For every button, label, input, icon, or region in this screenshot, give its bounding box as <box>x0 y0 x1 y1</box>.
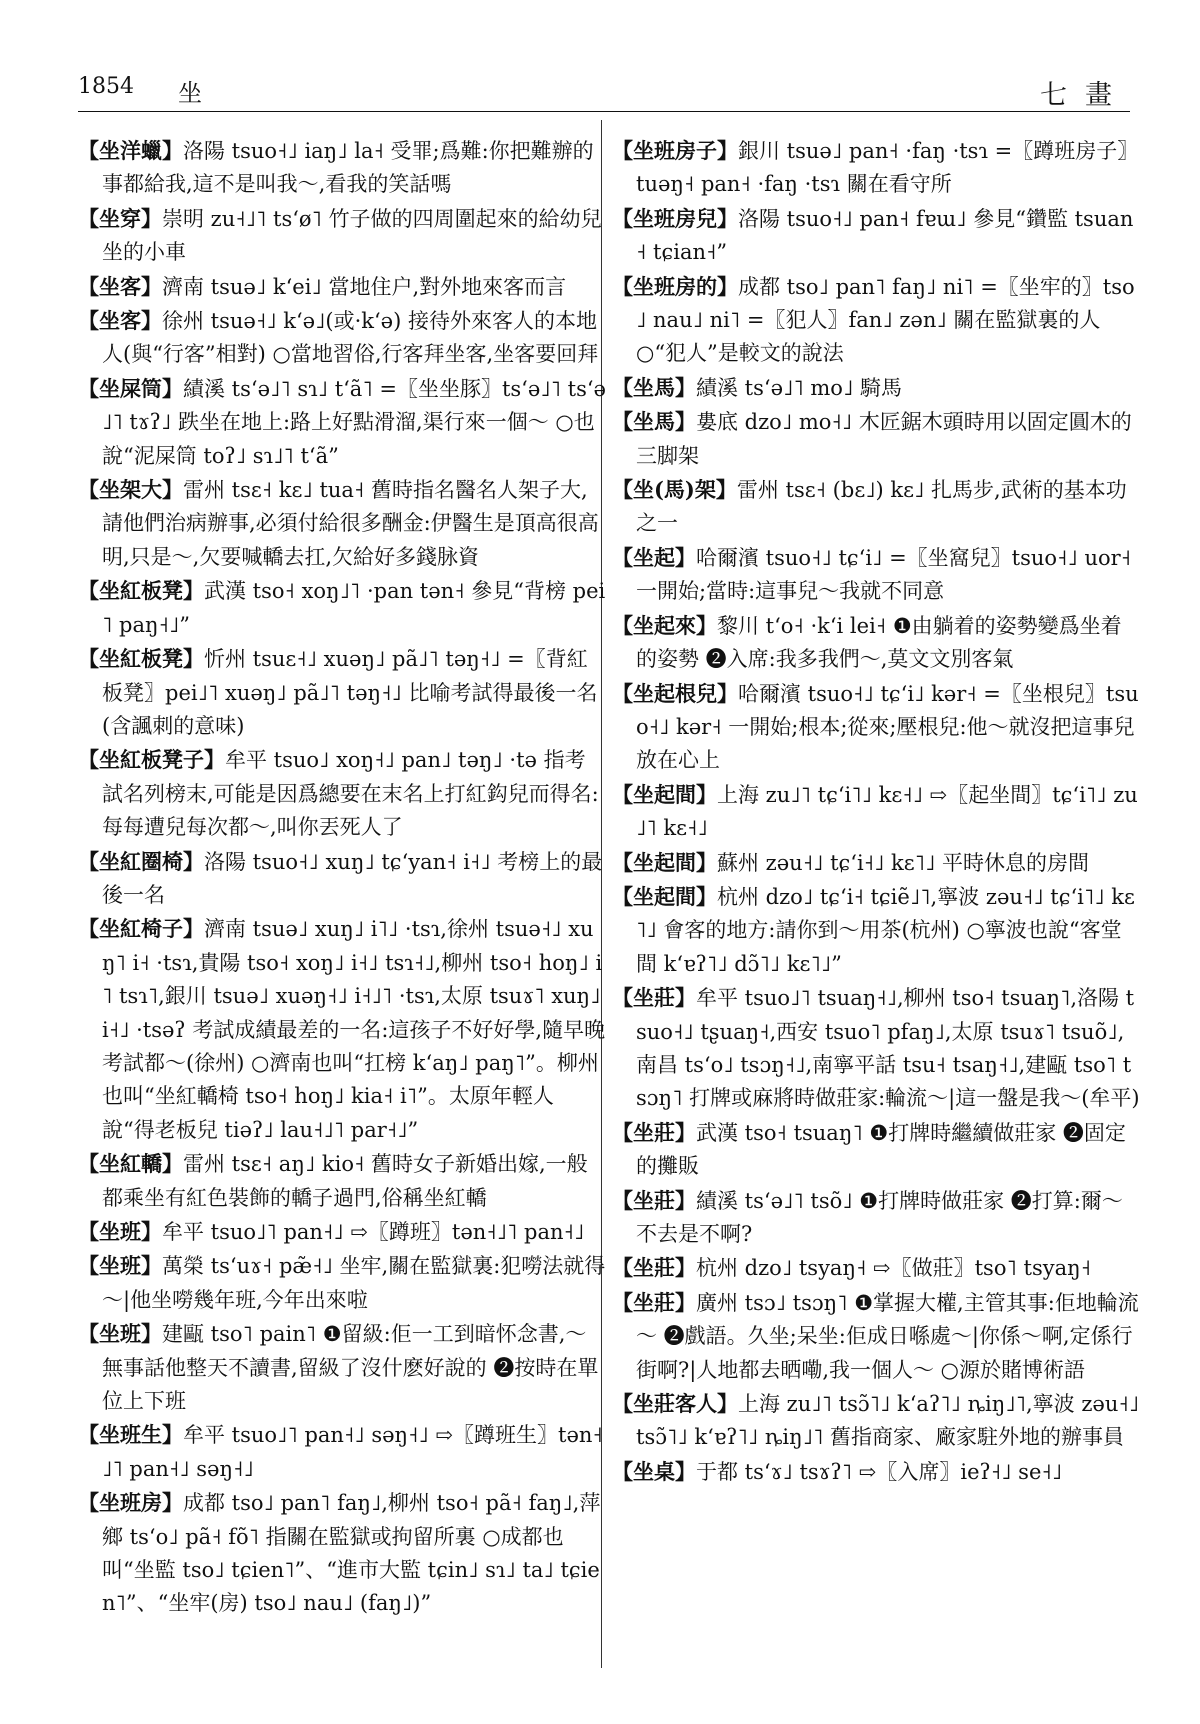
entry-headword: 【坐班】 <box>78 1219 162 1244</box>
dictionary-entry <box>612 202 1140 270</box>
entry-definition: 雷州 tsɛ˧ kɛ˩ tua˧ 舊時指名醫名人架子大,請他們治病辦事,必須付給很多酬金:伊醫生是頂高很高明,只是～,欠要喊轎去扛,欠給好多錢脉資 <box>102 478 599 569</box>
entry-definition: 建甌 tso˥ pain˥ ❶留級:佢一工到暗怀念書,～無事話他整天不讀書,留級了沒什麽好說的 ❷按時在單位上下班 <box>102 1322 599 1414</box>
entry-definition: 成都 tso˩ pan˥ faŋ˩,柳州 tso˧ pã˧ faŋ˩,萍鄉 tsʻo˩ pã˧ fõ˥ 指關在監獄或拘留所裏 ○成都也叫“坐監 tso˩ tɕien˥”、“進市大監 tɕin˩ sɿ˩ ta˩ tɕien˥”、“坐牢(房) tso˩ nau˩ (faŋ˩)” <box>102 1491 601 1616</box>
entry-headword: 【坐馬】 <box>612 374 696 400</box>
dictionary-entry <box>612 134 1140 202</box>
entry-definition: 雷州 tsɛ˧ (bɛ˩) kɛ˩ 扎馬步,武術的基本功之一 <box>636 478 1127 536</box>
entry-headword: 【坐架大】 <box>78 477 183 503</box>
section-character: 坐 <box>178 79 202 107</box>
dictionary-entry <box>612 1116 1140 1184</box>
entry-headword: 【坐洋蠟】 <box>78 138 183 163</box>
entry-definition: 于都 tsʻɤ˩ tsɤʔ˥ ⇨〖入席〗ieʔ˧˩ se˧˩ <box>696 1459 1063 1484</box>
entry-headword: 【坐客】 <box>78 273 162 299</box>
entry-definition: 牟平 tsuo˩˥ pan˧˩ ⇨〖蹲班〗tən˧˩˥ pan˧˩ <box>162 1220 585 1244</box>
dictionary-entry <box>612 1286 1140 1387</box>
entry-headword: 【坐莊】 <box>612 1255 696 1281</box>
entry-headword: 【坐起根兒】 <box>612 680 738 706</box>
entry-headword: 【坐班房的】 <box>612 273 738 299</box>
entry-definition: 蘇州 zəu˧˩ tɕʻi˧˩ kɛ˥˩ 平時休息的房間 <box>717 850 1090 875</box>
entry-headword: 【坐起來】 <box>612 612 717 638</box>
dictionary-entry <box>612 1455 1140 1489</box>
dictionary-entry <box>78 642 606 743</box>
right-column <box>612 134 1140 1489</box>
entry-definition: 牟平 tsuo˩˥ pan˧˩ səŋ˧˩ ⇨〖蹲班生〗tən˧˩˥ pan˧˩ səŋ˧˩ <box>102 1423 603 1481</box>
entry-definition: 牟平 tsuo˩ xoŋ˧˩ pan˩ təŋ˩ ·tə 指考試名列榜末,可能是因爲總要在末名上打紅鈎兒而得名:每每遭兒每次都～,叫你丟死人了 <box>102 748 599 840</box>
dictionary-entry <box>612 846 1140 880</box>
entry-definition: 徐州 tsuə˧˩ kʻə˩(或·kʻə) 接待外來客人的本地人(與“行客”相對) ○當地習俗,行客拜坐客,坐客要回拜 <box>102 309 599 367</box>
entry-headword: 【坐班房子】 <box>612 138 738 163</box>
entry-headword: 【坐莊】 <box>612 1187 696 1213</box>
entry-headword: 【坐客】 <box>78 308 162 334</box>
dictionary-entry <box>612 270 1140 371</box>
entry-definition: 洛陽 tsuo˧˩ iaŋ˩ la˧ 受罪;爲難:你把難辦的事都給我,這不是叫我～,看我的笑話嗎 <box>102 139 594 197</box>
entry-definition: 洛陽 tsuo˧˩ pan˧ fɐɯ˩ 參見“鑽監 tsuan˧ tɕian˧” <box>636 206 1134 265</box>
entry-definition: 武漢 tso˧ tsuaŋ˥ ❶打牌時繼續做莊家 ❷固定的攤販 <box>636 1120 1126 1179</box>
dictionary-entry <box>612 677 1140 778</box>
dictionary-entry <box>612 1387 1140 1455</box>
entry-definition: 績溪 tsʻə˩˥ sɿ˩ tʻã˥ =〖坐坐豚〗tsʻə˩˥ tsʻə˩˥ tɤʔ˩ 跌坐在地上:路上好點滑溜,渠行來一個～ ○也說“泥屎筒 toʔ˩ sɿ˩˥ tʻã” <box>102 376 606 468</box>
dictionary-entry <box>78 372 606 473</box>
dictionary-entry <box>78 912 606 1147</box>
dictionary-entry <box>78 1147 606 1215</box>
dictionary-entry <box>612 778 1140 846</box>
entry-headword: 【坐起間】 <box>612 849 717 875</box>
dictionary-entry <box>612 541 1140 609</box>
entry-definition: 上海 zu˩˥ tsɔ̃˥˩ kʻaʔ˥˩ ȵiŋ˩˥,寧波 zəu˧˩ tsɔ̃˥˩ kʻɐʔ˥˩ ȵiŋ˩˥ 舊指商家、廠家駐外地的辦事員 <box>636 1392 1140 1450</box>
entry-definition: 銀川 tsuə˩ pan˧ ·faŋ ·tsɿ =〖蹲班房子〗tuəŋ˧ pan˧ ·faŋ ·tsɿ 關在看守所 <box>636 139 1139 197</box>
entry-definition: 濟南 tsuə˩ kʻei˩ 當地住户,對外地來客而言 <box>162 274 567 299</box>
page-header <box>78 74 1130 114</box>
entry-headword: 【坐班房】 <box>78 1490 183 1516</box>
entry-definition: 黎川 tʻo˧ ·kʻi lei˧ ❶由躺着的姿勢變爲坐着的姿勢 ❷入席:我多我們～,莫文文別客氣 <box>636 613 1122 672</box>
entry-definition: 萬榮 tsʻuɤ˧ pæ̃˧˩ 坐牢,關在監獄裏:犯嘮法就得～|他坐嘮幾年班,今年出來啦 <box>102 1254 606 1312</box>
entry-definition: 哈爾濱 tsuo˧˩ tɕʻi˩ kər˧ =〖坐根兒〗tsuo˧˩ kər˧ 一開始;根本;從來;壓根兒:他～就沒把這事兒放在心上 <box>636 681 1139 773</box>
dictionary-entry <box>612 981 1140 1116</box>
entry-definition: 崇明 zu˧˩˥ tsʻø˥ 竹子做的四周圍起來的給幼兒坐的小車 <box>102 206 602 265</box>
page-number: 1854 <box>78 74 134 99</box>
entry-headword: 【坐馬】 <box>612 409 696 435</box>
dictionary-entry <box>78 1249 606 1317</box>
entry-headword: 【坐紅椅子】 <box>78 916 204 942</box>
dictionary-entry <box>78 1215 606 1249</box>
dictionary-entry <box>612 1184 1140 1252</box>
entry-headword: 【坐莊】 <box>612 985 696 1011</box>
entry-headword: 【坐(馬)架】 <box>612 477 737 503</box>
entry-definition: 上海 zu˩˥ tɕʻi˥˩ kɛ˧˩ ⇨〖起坐間〗tɕʻi˥˩ zu˩˥ kɛ˧˩ <box>636 782 1138 841</box>
dictionary-entry <box>612 609 1140 677</box>
entry-definition: 績溪 tsʻə˩˥ tsõ˩ ❶打牌時做莊家 ❷打算:爾～不去是不啊? <box>636 1188 1123 1246</box>
dictionary-entry <box>78 574 606 642</box>
entry-headword: 【坐班】 <box>78 1321 162 1347</box>
entry-headword: 【坐莊客人】 <box>612 1391 738 1417</box>
entry-headword: 【坐紅圈椅】 <box>78 848 204 874</box>
entry-definition: 杭州 dzo˩ tɕʻi˧ tɕiẽ˩˥,寧波 zəu˧˩ tɕʻi˥˩ kɛ˥˩ 會客的地方:請你到～用茶(杭州) ○寧波也說“客堂間 kʻɐʔ˥˩ dɔ̃˥˩ kɛ˥˩” <box>636 884 1135 976</box>
entry-headword: 【坐穿】 <box>78 205 162 231</box>
entry-headword: 【坐莊】 <box>612 1119 696 1145</box>
entry-definition: 哈爾濱 tsuo˧˩ tɕʻi˩ =〖坐窩兒〗tsuo˧˩ uor˧ 一開始;當時:這事兒～我就不同意 <box>636 545 1132 604</box>
dictionary-entry <box>78 1486 606 1621</box>
dictionary-entry <box>612 1251 1140 1285</box>
dictionary-entry <box>78 743 606 844</box>
entry-headword: 【坐起間】 <box>612 781 717 807</box>
entry-definition: 牟平 tsuo˩˥ tsuaŋ˧˩,柳州 tso˧ tsuaŋ˥,洛陽 tsuo˧˩ tʂuaŋ˧,西安 tsuo˥ pfaŋ˩,太原 tsuɤ˥ tsuõ˩,南昌 tsʻo˩ tsɔŋ˧˩,南寧平話 tsu˧ tsaŋ˧˩,建甌 tso˥ tsɔŋ˥ 打牌或麻將時做莊家:輪流～|這一盤是我～(牟平) <box>636 986 1140 1111</box>
dictionary-entry <box>612 371 1140 405</box>
dictionary-entry <box>78 473 606 574</box>
entry-headword: 【坐桌】 <box>612 1458 696 1484</box>
entry-definition: 武漢 tso˧ xoŋ˩˥ ·pan tən˧ 參見“背榜 pei˥ paŋ˧˩” <box>102 579 606 637</box>
entry-definition: 雷州 tsɛ˧ aŋ˩ kio˧ 舊時女子新婚出嫁,一般都乘坐有紅色裝飾的轎子過門,俗稱坐紅轎 <box>102 1152 588 1210</box>
entry-headword: 【坐起】 <box>612 544 696 570</box>
entry-headword: 【坐班房兒】 <box>612 205 738 231</box>
dictionary-entry <box>78 202 606 270</box>
dictionary-entry <box>78 845 606 913</box>
dictionary-entry <box>78 1418 606 1486</box>
entry-headword: 【坐屎筒】 <box>78 375 183 401</box>
dictionary-entry <box>78 134 606 202</box>
entry-definition: 忻州 tsuɛ˧˩ xuəŋ˩ pã˩˥ təŋ˧˩ =〖背紅板凳〗pei˩˥ xuəŋ˩ pã˩˥ təŋ˧˩ 比喻考試得最後一名(含諷刺的意味) <box>102 647 598 738</box>
dictionary-entry <box>612 473 1140 541</box>
entry-headword: 【坐起間】 <box>612 883 717 909</box>
entry-headword: 【坐紅板凳子】 <box>78 747 225 773</box>
entry-headword: 【坐紅板凳】 <box>78 646 204 672</box>
entry-headword: 【坐紅板凳】 <box>78 578 204 604</box>
entry-definition: 濟南 tsuə˩ xuŋ˩ i˥˩ ·tsɿ,徐州 tsuə˧˩ xuŋ˥ i˧ ·tsɿ,貴陽 tso˧ xoŋ˩ i˧˩ tsɿ˧˩,柳州 tso˧ hoŋ˩ i˥ tsɿ˥,銀川 tsuə˩ xuəŋ˧˩ i˧˩˥ ·tsɿ,太原 tsuɤ˥ xuŋ˩ i˧˩ ·tsəʔ 考試成績最差的一名:這孩子不好好學,隨早晚考試都～(徐州) ○濟南也叫“扛榜 kʻaŋ˩ paŋ˥”。柳州也叫“坐紅轎椅 tso˧ hoŋ˩ kia˧ i˥”。太原年輕人說“得老板兒 tiəʔ˩ lau˧˩˥ par˧˩” <box>102 917 606 1142</box>
entry-definition: 洛陽 tsuo˧˩ xuŋ˩ tɕʻyan˧ i˧˩ 考榜上的最後一名 <box>102 849 603 907</box>
entry-definition: 成都 tso˩ pan˥ faŋ˩ ni˥ =〖坐牢的〗tso˩ nau˩ ni˥ =〖犯人〗fan˩ zən˩ 關在監獄裏的人 ○“犯人”是較文的說法 <box>636 274 1135 366</box>
dictionary-entry <box>78 1317 606 1418</box>
dictionary-entry <box>78 304 606 372</box>
entry-definition: 績溪 tsʻə˩˥ mo˩ 騎馬 <box>696 375 902 400</box>
header-rule <box>78 111 1130 112</box>
entry-definition: 婁底 dzo˩ mo˧˩ 木匠鋸木頭時用以固定圓木的三脚架 <box>636 410 1132 468</box>
entry-headword: 【坐紅轎】 <box>78 1151 183 1177</box>
entry-definition: 杭州 dzo˩ tsyaŋ˧ ⇨〖做莊〗tso˥ tsyaŋ˧ <box>696 1256 1091 1281</box>
dictionary-entry <box>612 405 1140 473</box>
stroke-count-label: 七畫 <box>1040 80 1130 111</box>
entry-headword: 【坐莊】 <box>612 1289 696 1315</box>
dictionary-entry <box>78 270 606 304</box>
entry-headword: 【坐班生】 <box>78 1422 183 1448</box>
dictionary-entry <box>612 880 1140 981</box>
left-column <box>78 134 606 1621</box>
entry-headword: 【坐班】 <box>78 1253 162 1279</box>
entry-definition: 廣州 tsɔ˩ tsɔŋ˥ ❶掌握大權,主管其事:佢地輪流～ ❷戲語。久坐;呆坐:佢成日喺處～|你係～啊,定係行街啊?|人地都去晒嘞,我一個人～ ○源於賭博術語 <box>636 1290 1139 1382</box>
